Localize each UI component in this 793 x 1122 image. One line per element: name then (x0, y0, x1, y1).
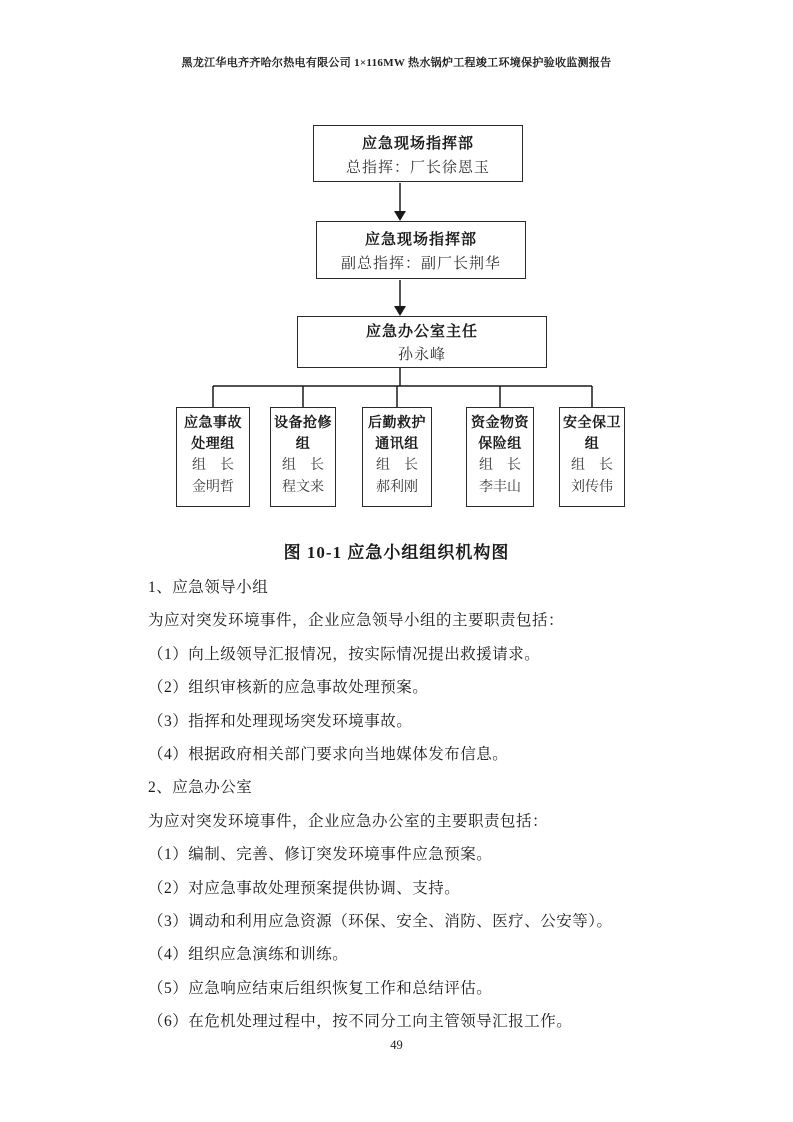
group-role: 组 长 (571, 458, 613, 473)
group-leader-name: 刘传伟 (571, 480, 613, 495)
figure-caption: 图 10-1 应急小组组织机构图 (283, 543, 510, 562)
node-equipment-repair-group (270, 407, 336, 507)
group-role: 组 长 (479, 458, 521, 473)
group-role: 组 长 (282, 458, 324, 473)
node-deputy-command-hq (316, 221, 526, 279)
body-paragraph: （4）根据政府相关部门要求向当地媒体发布信息。 (148, 746, 509, 764)
body-paragraph: （6）在危机处理过程中，按不同分工向主管领导汇报工作。 (148, 1013, 573, 1031)
node-command-hq (313, 125, 523, 182)
body-paragraph: 1、应急领导小组 (148, 579, 269, 596)
node-subtitle: 总指挥：厂长徐恩玉 (345, 160, 490, 176)
group-role: 组 长 (192, 458, 234, 473)
node-title: 应急现场指挥部 (361, 136, 474, 152)
page-number: 49 (390, 1038, 403, 1052)
body-paragraph: （5）应急响应结束后组织恢复工作和总结评估。 (148, 979, 493, 997)
group-title: 后勤救护通讯组 (368, 416, 426, 452)
body-paragraph: 为应对突发环境事件，企业应急办公室的主要职责包括： (148, 812, 549, 830)
node-accident-handling-group (176, 407, 250, 507)
group-leader-name: 郝利刚 (376, 480, 418, 495)
node-emergency-office-director (297, 316, 547, 368)
node-logistics-rescue-comm-group (362, 407, 432, 507)
body-paragraph: （3）调动和利用应急资源（环保、安全、消防、医疗、公安等）。 (148, 913, 613, 931)
body-paragraph: 为应对突发环境事件，企业应急领导小组的主要职责包括： (148, 612, 565, 630)
group-leader-name: 程文来 (282, 480, 324, 495)
group-title: 资金物资保险组 (471, 416, 529, 452)
node-subtitle: 副总指挥：副厂长荆华 (340, 256, 501, 272)
node-title: 应急办公室主任 (365, 324, 478, 340)
body-paragraph: （2）对应急事故处理预案提供协调、支持。 (148, 879, 461, 897)
body-paragraph: （2）组织审核新的应急事故处理预案。 (148, 679, 429, 697)
body-paragraph: （1）编制、完善、修订突发环境事件应急预案。 (148, 846, 493, 864)
node-security-group (559, 407, 625, 507)
body-paragraph: （1）向上级领导汇报情况，按实际情况提出救援请求。 (148, 645, 541, 663)
group-leader-name: 金明哲 (192, 480, 234, 495)
node-subtitle: 孙永峰 (397, 347, 446, 363)
document-header: 黑龙江华电齐齐哈尔热电有限公司 1×116MW 热水锅炉工程竣工环境保护验收监测报告 (181, 57, 612, 69)
body-paragraph: （4）组织应急演练和训练。 (148, 946, 349, 964)
node-title: 应急现场指挥部 (364, 232, 477, 248)
group-role: 组 长 (376, 458, 418, 473)
body-paragraph: 2、应急办公室 (148, 779, 253, 797)
node-funds-materials-insurance-group (466, 407, 534, 507)
group-title: 应急事故处理组 (184, 416, 242, 452)
group-title: 安全保卫组 (563, 416, 621, 452)
group-title: 设备抢修组 (274, 416, 332, 452)
group-leader-name: 李丰山 (479, 480, 521, 495)
body-paragraph: （3）指挥和处理现场突发环境事故。 (148, 712, 413, 730)
body-text (117, 571, 685, 1039)
